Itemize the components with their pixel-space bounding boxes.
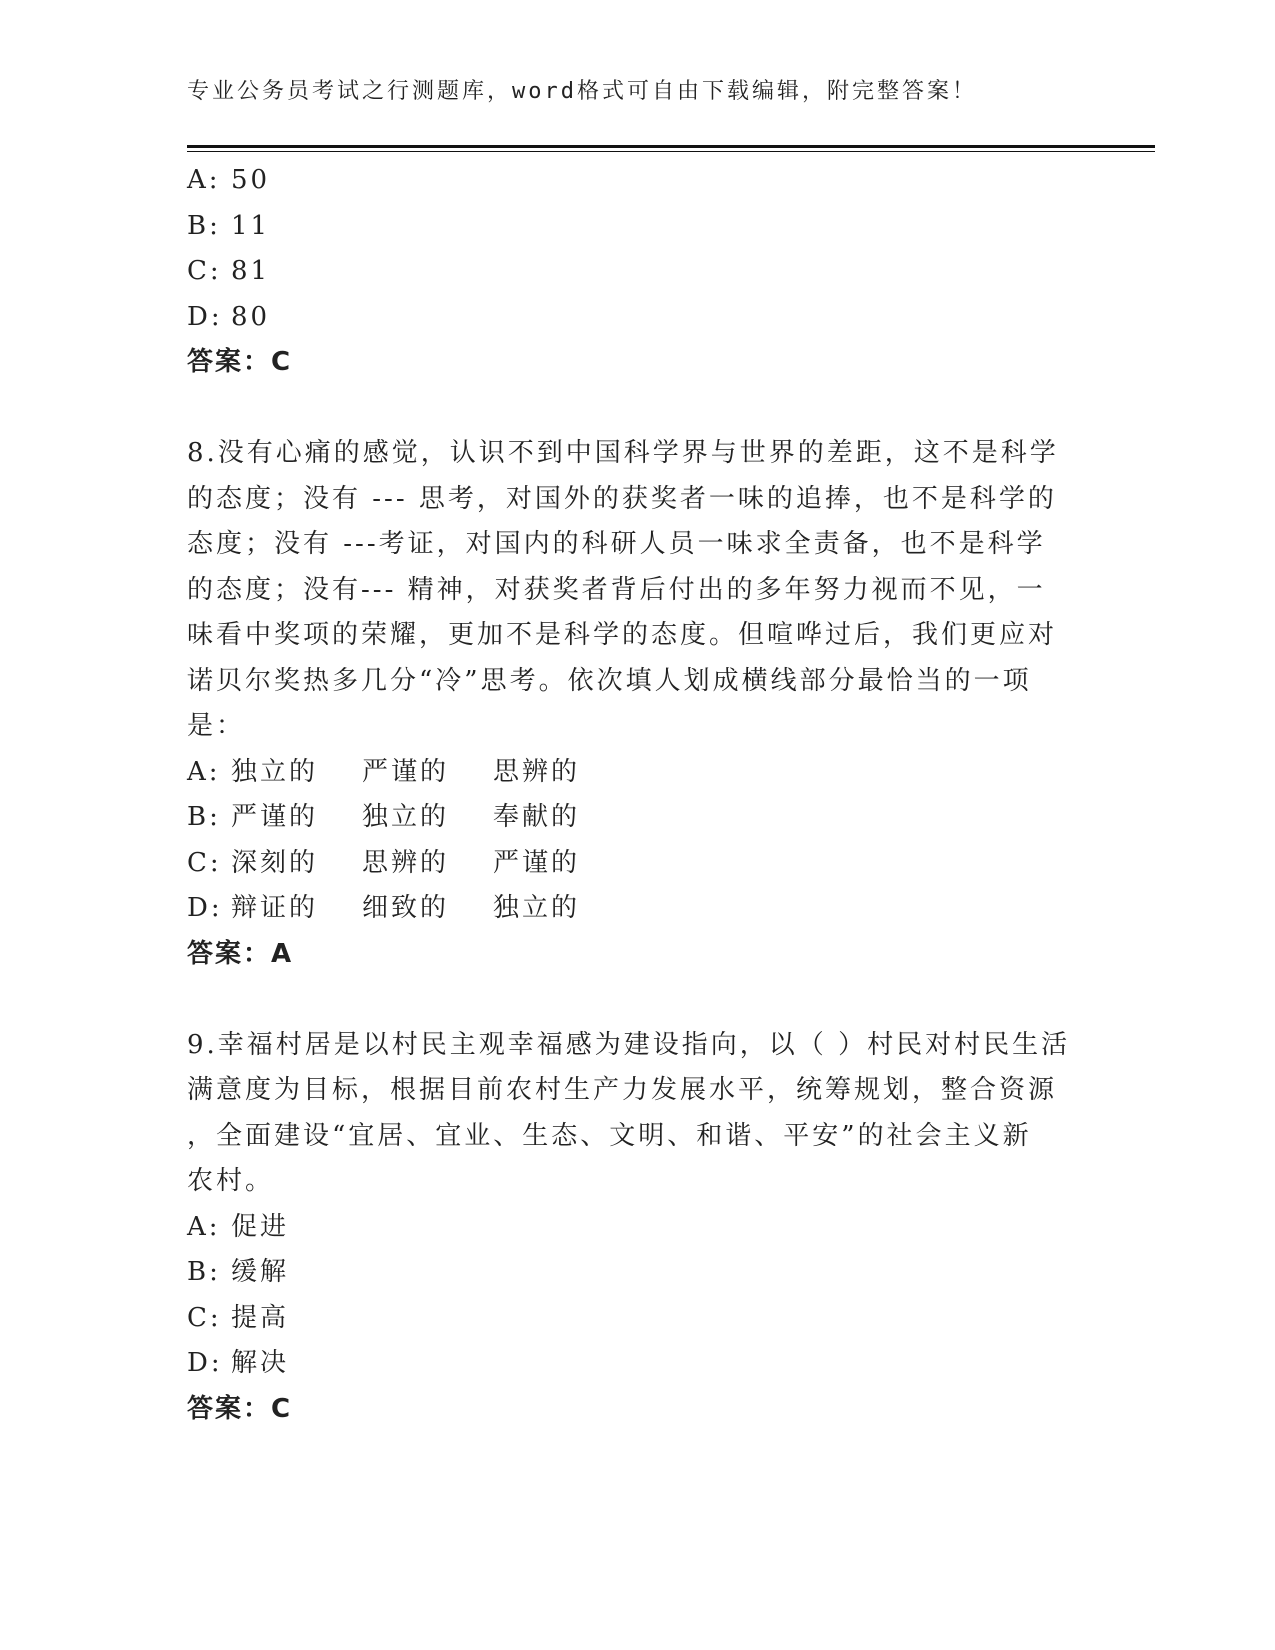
question-text-line: ，全面建设“宜居、宜业、生态、文明、和谐、平安”的社会主义新 xyxy=(187,1120,1032,1151)
spacer xyxy=(187,977,1087,1023)
question-text-line: 味看中奖项的荣耀，更加不是科学的态度。但喧哗过后，我们更应对 xyxy=(187,620,1058,650)
option-c: C: 提高 xyxy=(187,1302,290,1333)
question-text-line: 是： xyxy=(187,711,246,741)
option-b: B: 11 xyxy=(187,210,271,241)
question-9 xyxy=(187,1023,1087,1433)
option-d: D: 80 xyxy=(187,301,271,332)
question-text-line: 的态度；没有--- 精神，对获奖者背后付出的多年努力视而不见，一 xyxy=(187,574,1046,605)
option-a: A: 促进 xyxy=(187,1211,290,1242)
option-d: D: 解决 xyxy=(187,1348,290,1378)
header-rule-thin xyxy=(187,151,1155,152)
document-body xyxy=(187,158,1087,1432)
question-text-line: 诺贝尔奖热多几分“冷”思考。依次填人划成横线部分最恰当的一项 xyxy=(187,665,1032,696)
option-c: C: 81 xyxy=(187,256,271,286)
question-text-line: 9.幸福村居是以村民主观幸福感为建设指向，以（ ）村民对村民生活 xyxy=(187,1029,1071,1060)
header-rule-thick xyxy=(187,145,1155,148)
question-text-line: 满意度为目标，根据目前农村生产力发展水平，统筹规划，整合资源 xyxy=(187,1075,1058,1105)
option-b: B: 严谨的 独立的 奉献的 xyxy=(187,802,581,832)
page-header: 专业公务员考试之行测题库，word格式可自由下载编辑，附完整答案！ xyxy=(187,79,977,104)
option-d: D: 辩证的 细致的 独立的 xyxy=(187,893,581,923)
spacer xyxy=(187,386,1087,432)
answer: 答案：C xyxy=(187,1393,293,1424)
option-a: A: 独立的 严谨的 思辨的 xyxy=(187,756,581,787)
answer: 答案：A xyxy=(187,938,294,969)
option-c: C: 深刻的 思辨的 严谨的 xyxy=(187,847,581,878)
option-b: B: 缓解 xyxy=(187,1257,290,1287)
question-text-line: 8.没有心痛的感觉，认识不到中国科学界与世界的差距，这不是科学 xyxy=(187,438,1059,468)
option-a: A: 50 xyxy=(187,165,271,195)
question-8 xyxy=(187,431,1087,977)
question-text-line: 的态度；没有 --- 思考，对国外的获奖者一味的追捧，也不是科学的 xyxy=(187,483,1057,514)
prev-question xyxy=(187,158,1087,386)
answer: 答案：C xyxy=(187,347,293,377)
question-text-line: 农村。 xyxy=(187,1166,275,1196)
question-text-line: 态度；没有 ---考证，对国内的科研人员一味求全责备，也不是科学 xyxy=(187,529,1046,559)
